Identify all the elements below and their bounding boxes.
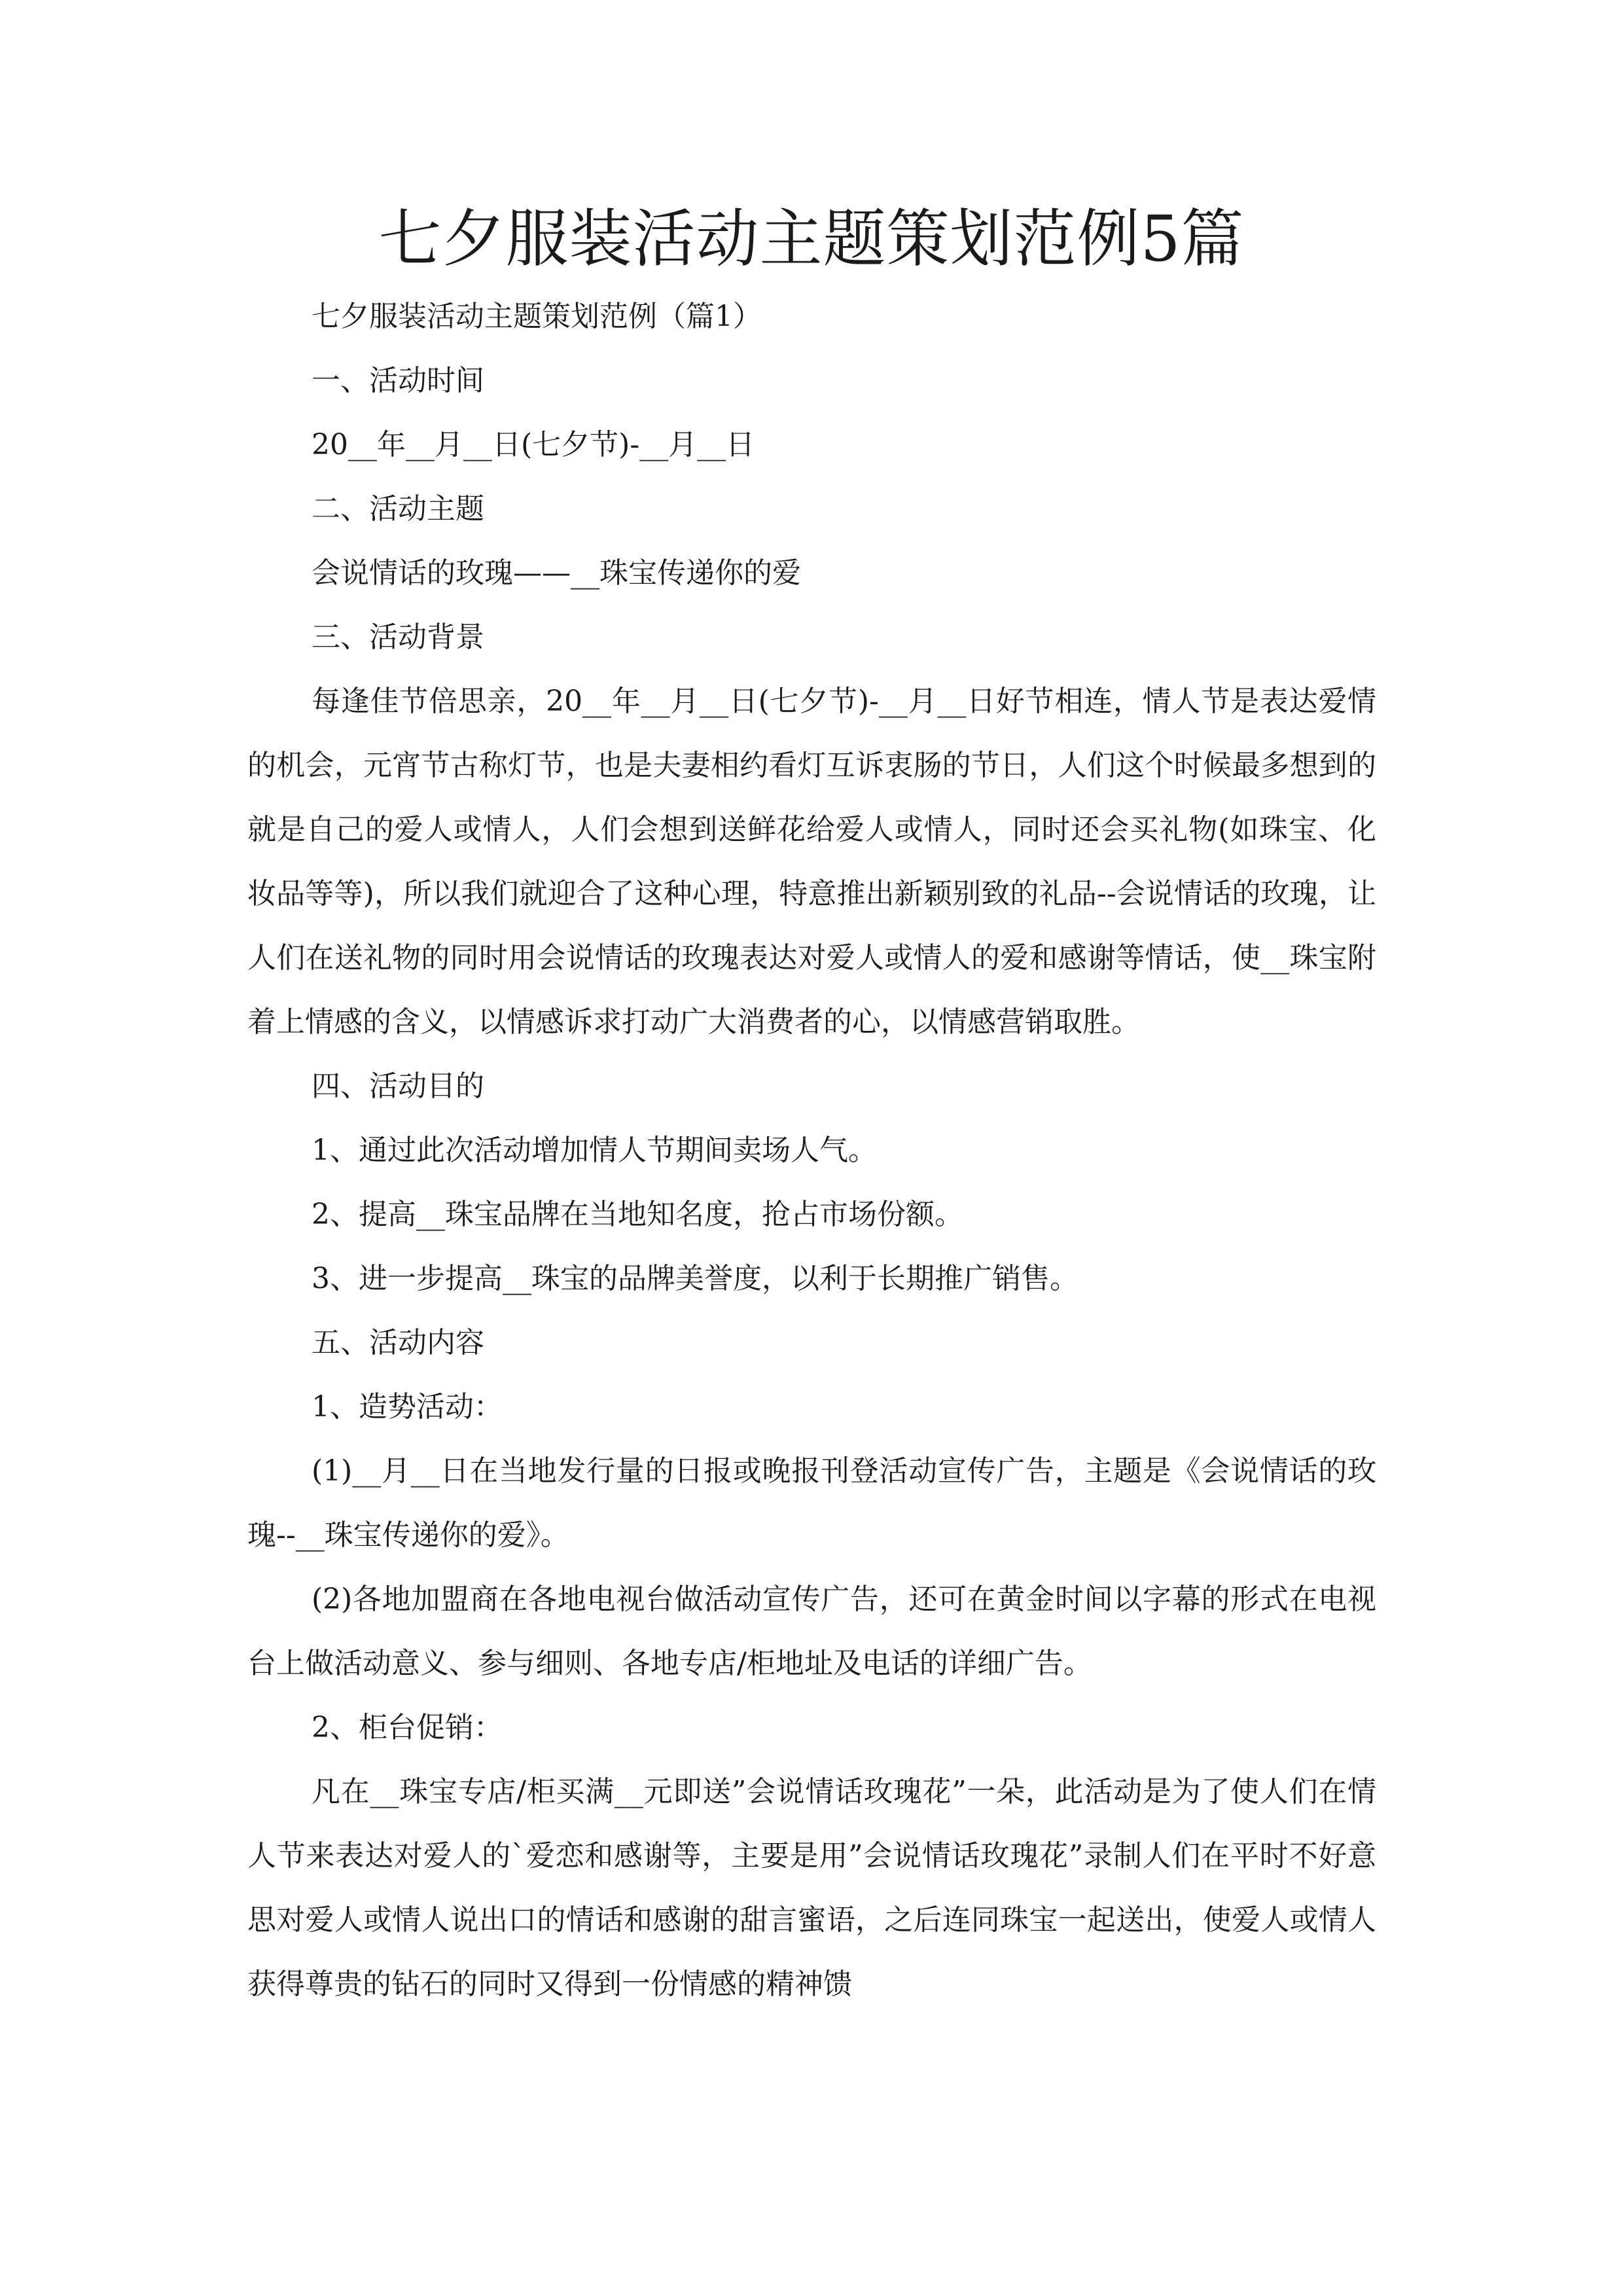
document-title: 七夕服装活动主题策划范例5篇 xyxy=(378,202,1245,276)
purpose-item-2: 2、提高__珠宝品牌在当地知名度，抢占市场份额。 xyxy=(312,1198,963,1231)
section-heading-time: 一、活动时间 xyxy=(312,364,484,397)
subtitle-paragraph: 七夕服装活动主题策划范例（篇1） xyxy=(312,300,762,333)
purpose-item-3: 3、进一步提高__珠宝的品牌美誉度，以利于长期推广销售。 xyxy=(312,1262,1079,1295)
section-heading-background: 三、活动背景 xyxy=(312,620,484,654)
counter-promotion-paragraph: 凡在__珠宝专店/柜买满__元即送”会说情话玫瑰花”一朵，此活动是为了使人们在情人节来表达对爱人的`爱恋和感谢等，主要是用”会说情话玫瑰花”录制人们在平时不好意思对爱人或情人说出口的情话和感谢的甜言蜜语，之后连同珠宝一起送出，使爱人或情人获得尊贵的钻石的同时又得到一份情感的精神馈 xyxy=(247,1775,1376,2001)
content-item-2-heading: 2、柜台促销： xyxy=(312,1711,503,1744)
content-item-1-2: (2)各地加盟商在各地电视台做活动宣传广告，还可在黄金时间以字幕的形式在电视台上做活动意义、参与细则、各地专店/柜地址及电话的详细广告。 xyxy=(247,1583,1376,1680)
activity-date: 20__年__月__日(七夕节)-__月__日 xyxy=(312,428,755,461)
content-item-1-1: (1)__月__日在当地发行量的日报或晚报刊登活动宣传广告，主题是《会说情话的玫瑰--__珠宝传递你的爱》。 xyxy=(247,1454,1376,1552)
content-item-1-heading: 1、造势活动： xyxy=(312,1390,503,1424)
section-heading-content: 五、活动内容 xyxy=(312,1326,484,1359)
section-heading-purpose: 四、活动目的 xyxy=(312,1069,484,1103)
document-body xyxy=(247,285,1376,2017)
activity-theme: 会说情话的玫瑰——__珠宝传递你的爱 xyxy=(312,556,801,590)
background-paragraph: 每逢佳节倍思亲，20__年__月__日(七夕节)-__月__日好节相连，情人节是表达爱情的机会，元宵节古称灯节，也是夫妻相约看灯互诉衷肠的节日，人们这个时候最多想到的就是自己的爱人或情人，人们会想到送鲜花给爱人或情人，同时还会买礼物(如珠宝、化妆品等等)，所以我们就迎合了这种心理，特意推出新颖别致的礼品--会说情话的玫瑰，让人们在送礼物的同时用会说情话的玫瑰表达对爱人或情人的爱和感谢等情话，使__珠宝附着上情感的含义，以情感诉求打动广大消费者的心，以情感营销取胜。 xyxy=(247,685,1376,1039)
purpose-item-1: 1、通过此次活动增加情人节期间卖场人气。 xyxy=(312,1134,877,1167)
section-heading-theme: 二、活动主题 xyxy=(312,492,484,526)
